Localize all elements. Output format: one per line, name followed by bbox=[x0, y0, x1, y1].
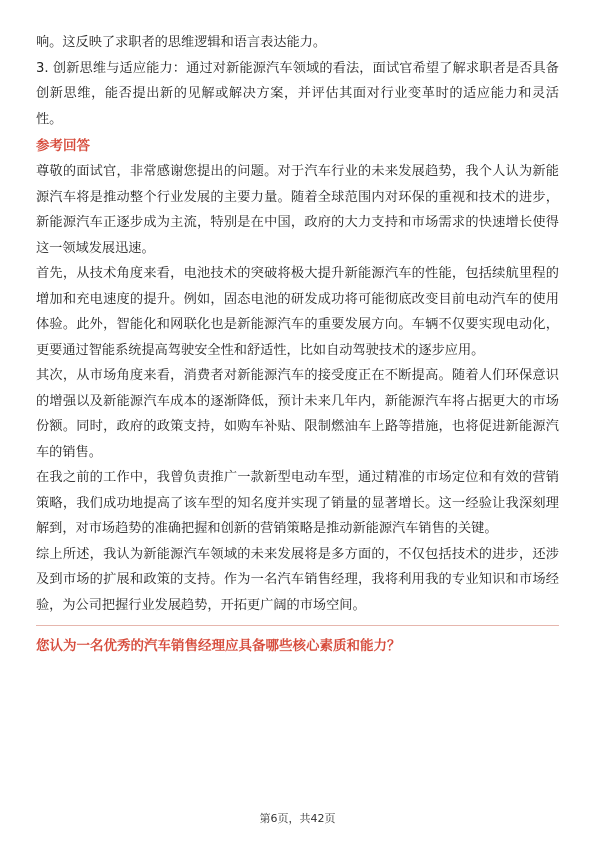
document-body bbox=[36, 30, 559, 659]
next-question-heading: 您认为一名优秀的汽车销售经理应具备哪些核心素质和能力？ bbox=[36, 638, 401, 654]
paragraph-continuation: 响。这反映了求职者的思维逻辑和语言表达能力。 bbox=[36, 35, 327, 50]
answer-heading: 参考回答 bbox=[36, 138, 90, 154]
answer-paragraph-5: 综上所述，我认为新能源汽车领域的未来发展将是多方面的，不仅包括技术的进步，还涉及到市场的扩展和政策的支持。作为一名汽车销售经理，我将利用我的专业知识和市场经验，为公司把握行业发展趋势，开拓更广阔的市场空间。 bbox=[36, 546, 559, 613]
answer-paragraph-2: 首先，从技术角度来看，电池技术的突破将极大提升新能源汽车的性能，包括续航里程的增加和充电速度的提升。例如，固态电池的研发成功将可能彻底改变目前电动汽车的使用体验。此外，智能化和网联化也是新能源汽车的重要发展方向。车辆不仅要实现电动化，更要通过智能系统提高驾驶安全性和舒适性，比如自动驾驶技术的逐步应用。 bbox=[36, 266, 559, 358]
paragraph-criterion-3: 3. 创新思维与适应能力：通过对新能源汽车领域的看法，面试官希望了解求职者是否具备创新思维，能否提出新的见解或解决方案，并评估其面对行业变革时的适应能力和灵活性。 bbox=[36, 60, 559, 127]
answer-paragraph-4: 在我之前的工作中，我曾负责推广一款新型电动车型，通过精准的市场定位和有效的营销策略，我们成功地提高了该车型的知名度并实现了销量的显著增长。这一经验让我深刻理解到，对市场趋势的准确把握和创新的营销策略是推动新能源汽车销售的关键。 bbox=[36, 470, 559, 536]
page-footer: 第6页，共42页 bbox=[259, 812, 336, 825]
section-divider bbox=[36, 625, 559, 626]
answer-paragraph-1: 尊敬的面试官，非常感谢您提出的问题。对于汽车行业的未来发展趋势，我个人认为新能源汽车将是推动整个行业发展的主要力量。随着全球范围内对环保的重视和技术的进步，新能源汽车正逐步成为主流，特别是在中国，政府的大力支持和市场需求的快速增长使得这一领域发展迅速。 bbox=[36, 164, 559, 256]
answer-paragraph-3: 其次，从市场角度来看，消费者对新能源汽车的接受度正在不断提高。随着人们环保意识的增强以及新能源汽车成本的逐渐降低，预计未来几年内，新能源汽车将占据更大的市场份额。同时，政府的政策支持，如购车补贴、限制燃油车上路等措施，也将促进新能源汽车的销售。 bbox=[36, 368, 559, 460]
